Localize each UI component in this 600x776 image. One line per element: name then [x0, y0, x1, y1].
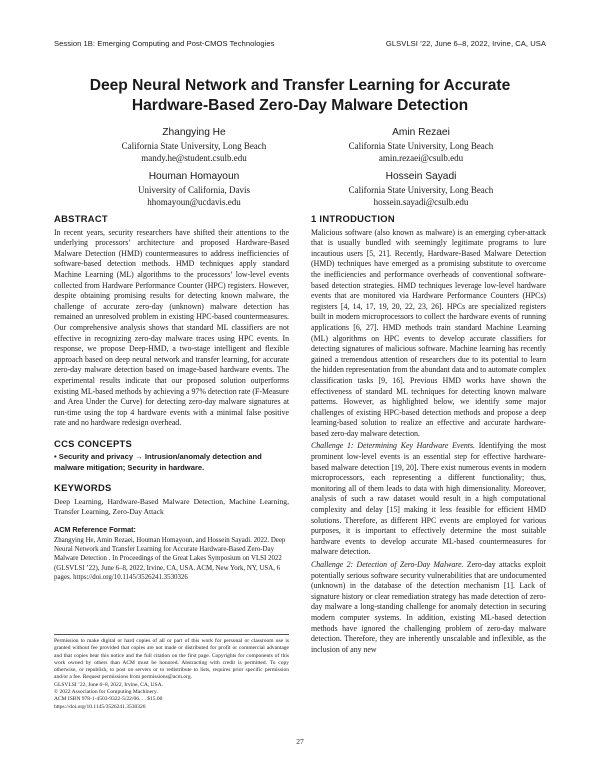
author-name: Hossein Sayadi [385, 171, 457, 182]
intro-paragraph: Malicious software (also known as malware) is an emerging cyber-attack that is usually bundled with seemingly legitimate programs to lure incautious users [5, 21]. Recently, Hardware-Based Malware Detection (HMD) techniques have emerged as a promising substitute to overcome the inefficiencies and performance overheads of conventional software-based detection strategies. HMD techniques leverage low-level hardware events that are monitored via Hardware Performance Counters (HPCs) registers [4, 14, 17, 19, 20, 22, 23, 26]. HPCs are specialized registers built in modern microprocessors to collect the hardware events of running applications [6, 27]. HMD methods train standard Machine Learning (ML) algorithms on HPC events to develop accurate classifiers for detecting signatures of malicious software. Machine learning has recently gained a tremendous attention of researchers due to its potential to learn the hidden representation from the abundant data and to automate complex classification tasks [9, 16]. Previous HMD works have shown the effectiveness of standard ML techniques for detecting known malware patterns. However, as highlighted below, we identify some major challenges of existing HPC-based detection methods and propose a deep learning-based solution to realize an effective and accurate hardware-based zero-day malware detection. [311, 227, 546, 438]
keywords-text: Deep Learning, Hardware-Based Malware Detection, Machine Learning, Transfer Learning, Zero-Day Attack [54, 496, 289, 517]
ccs-text: • Security and privacy → Intrusion/anomaly detection and malware mitigation; Security in hardware. [54, 452, 262, 472]
author-name: Houman Homayoun [148, 171, 240, 182]
challenge-1-title: Challenge 1: Determining Key Hardware Events. [311, 441, 475, 451]
running-header-right: GLSVLSI ’22, June 6–8, 2022, Irvine, CA, USA [385, 39, 546, 48]
author-name: Zhangying He [162, 127, 226, 138]
permission-doi: https://doi.org/10.1145/3526241.3530326 [54, 703, 146, 710]
challenge-2-paragraph [311, 560, 546, 655]
permission-copyright: © 2022 Association for Computing Machinery. [54, 689, 158, 696]
author-affiliation: University of California, Davis [138, 185, 250, 195]
title-line-1: Deep Neural Network and Transfer Learning for Accurate [89, 77, 511, 94]
author-affiliation: California State University, Long Beach [348, 185, 494, 195]
author-block [301, 170, 541, 208]
page-number: 27 [296, 737, 304, 746]
permission-text: Permission to make digital or hard copies of all or part of this work for personal or classroom use is granted without fee provided that copies are not made or distributed for profit or commercial advantage and that copies bear this notice and the full citation on the first page. Copyrights for components of this work owned by others than ACM must be honored. Abstracting with credit is permitted. To copy otherwise, or republish, to post on servers or to redistribute to lists, requires prior specific permission and/or a fee. Request permissions from permissions@acm.org. [54, 638, 289, 681]
right-column [311, 214, 546, 655]
title-line-2: Hardware-Based Zero-Day Malware Detection [131, 97, 469, 114]
author-email: hossein.sayadi@csulb.edu [373, 197, 469, 207]
reference-format-text: Zhangying He, Amin Rezaei, Houman Homayoun, and Hossein Sayadi. 2022. Deep Neural Network and Transfer Learning for Accurate Hardware-Based Zero-Day Malware Detection . In Proceedings of the Great Lakes Symposium on VLSI 2022 (GLSVLSI ’22), June 6–8, 2022, Irvine, CA, USA. ACM, New York, NY, USA, 6 pages. https://doi.org/10.1145/3526241.3530326 [54, 536, 286, 582]
challenge-2-title: Challenge 2: Detection of Zero-Day Malware. [311, 560, 464, 569]
left-column [54, 214, 289, 583]
author-email: amin.rezaei@csulb.edu [378, 153, 464, 163]
author-name: Amin Rezaei [392, 127, 450, 138]
paper-title [40, 76, 560, 116]
author-block [301, 126, 541, 164]
permission-venue: GLSVLSI ’22, June 6–8, 2022, Irvine, CA, USA. [54, 681, 163, 688]
keywords-heading: KEYWORDS [54, 482, 112, 494]
author-affiliation: California State University, Long Beach [121, 141, 267, 151]
author-email: mandy.he@student.csulb.edu [141, 153, 247, 163]
author-block [74, 126, 314, 164]
challenge-1-paragraph [311, 441, 546, 558]
author-block [74, 170, 314, 208]
abstract-text: In recent years, security researchers have shifted their attentions to the underlying processors’ architecture and proposed Hardware-Based Malware Detection (HMD) countermeasures to address inefficiencies of software-based detection methods. HMD techniques apply standard Machine Learning (ML) algorithms to the processors’ low-level events collected from Hardware Performance Counter (HPC) registers. However, despite obtaining promising results for detecting known malware, the challenge of accurate zero-day (unknown) malware detection has remained an unresolved problem in existing HPC-based countermeasures. Our comprehensive analysis shows that standard ML classifiers are not effective in recognizing zero-day malware traces using HPC events. In response, we propose Deep-HMD, a two-stage intelligent and flexible approach based on deep neural network and transfer learning, for accurate zero-day malware detection based on image-based hardware events. The experimental results indicate that our proposed solution outperforms existing ML-based methods by achieving a 97% detection rate (F-Measure and Area Under the Curve) for detecting zero-day malware signatures at run-time using the top 4 hardware events with a minimal false positive rate and no hardware redesign overhead. [54, 227, 289, 428]
abstract-heading: ABSTRACT [54, 213, 108, 224]
challenge-2-text: Zero-day attacks exploit potentially serious software security vulnerabilities that are undocumented (unknown) in the database of the detection mechanism [1]. Lack of signature history or clear remediation strategy has made detection of zero-day malware a long-standing challenge for anomaly detection in securing modern computer systems. In addition, existing ML-based detection methods have ignored the challenging problem of zero-day malware detection. Therefore, they are inherently unscalable and inflexible, as the inclusion of any new [311, 560, 546, 654]
permission-footnote [54, 634, 289, 711]
challenge-1-text: Identifying the most prominent low-level events is an essential step for effective hardware-based malware detection [19, 20]. There exist numerous events in modern microprocessors, each representing a different functionality; thus, monitoring all of them leads to data with high dimensionality. Moreover, analysis of such a raw dataset would result in a high computational complexity and delay [15] making it less feasible for efficient HMD solutions. Therefore, as different HPC events are employed for various purposes, it is important to effectively determine the most suitable hardware events to develop accurate ML-based countermeasures for malware detection. [311, 441, 546, 557]
running-header-left: Session 1B: Emerging Computing and Post-CMOS Technologies [54, 39, 275, 48]
author-email: hhomayoun@ucdavis.edu [147, 197, 241, 207]
permission-isbn: ACM ISBN 978-1-4503-9322-5/22/06. . . $15.00 [54, 696, 163, 703]
ccs-heading: CCS CONCEPTS [54, 437, 133, 449]
reference-format-heading: ACM Reference Format: [54, 525, 136, 535]
introduction-heading: 1 INTRODUCTION [311, 213, 395, 224]
author-affiliation: California State University, Long Beach [348, 141, 494, 151]
